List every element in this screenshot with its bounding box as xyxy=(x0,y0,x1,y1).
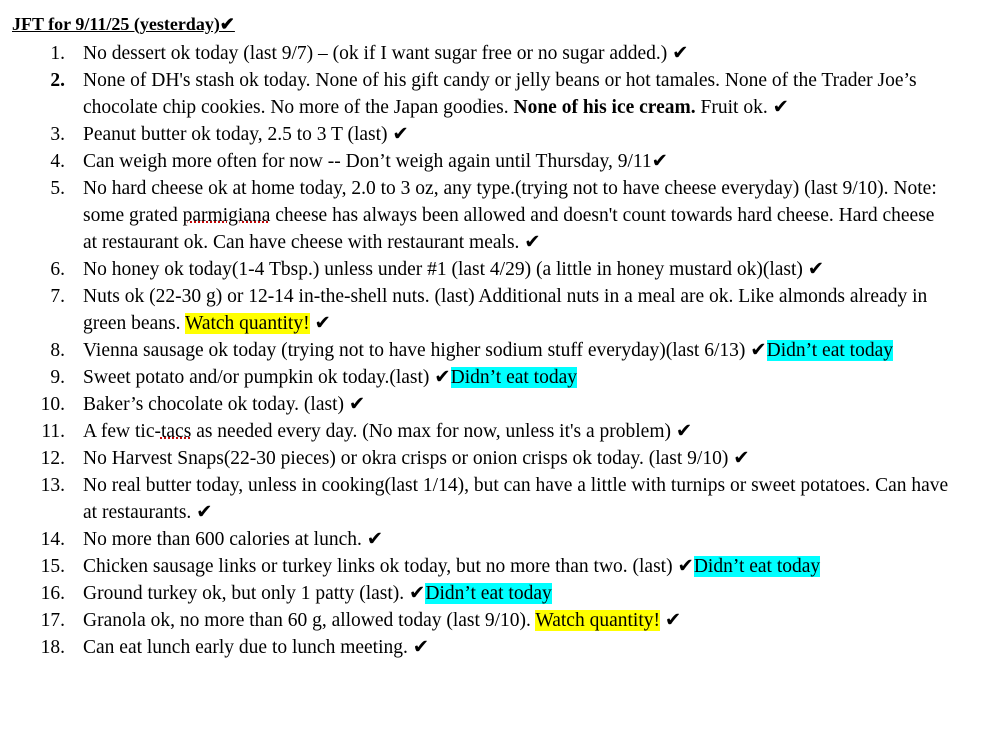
list-item-4 xyxy=(0,148,987,175)
item-number: 3. xyxy=(50,124,65,145)
list-item-14 xyxy=(0,526,987,553)
item-number: 1. xyxy=(50,43,65,64)
item-text: None of DH's stash ok today. None of his gift candy or jelly beans or hot tamales. None of the Trader Joe’s chocolate chip cookies. No more of the Japan goodies. xyxy=(83,70,917,118)
item-number: 4. xyxy=(50,151,65,172)
list-item-3 xyxy=(0,121,987,148)
yellow-highlight: Watch quantity! xyxy=(535,610,660,631)
item-text-end: Fruit ok. ✔ xyxy=(695,97,789,118)
item-text: Baker’s chocolate ok today. (last) ✔ xyxy=(83,394,366,415)
yellow-highlight: Watch quantity! xyxy=(184,313,310,334)
item-text-end: cheese has always been allowed and doesn't count towards hard cheese. Hard cheese at restaurant ok. Can have cheese with restaurant meals. ✔ xyxy=(83,205,935,253)
item-text-end: as needed every day. (No max for now, unless it's a problem) ✔ xyxy=(191,421,693,442)
item-text: Chicken sausage links or turkey links ok today, but no more than two. (last) ✔ xyxy=(83,556,694,577)
item-text-end: ✔ xyxy=(660,610,682,631)
item-text: No Harvest Snaps(22-30 pieces) or okra crisps or onion crisps ok today. (last 9/10) ✔ xyxy=(83,448,750,469)
item-text: Granola ok, no more than 60 g, allowed today (last 9/10). xyxy=(83,610,536,631)
item-text: Peanut butter ok today, 2.5 to 3 T (last) ✔ xyxy=(83,124,409,145)
list-item-10 xyxy=(0,391,987,418)
list-item-17 xyxy=(0,607,987,634)
list-item-18 xyxy=(0,634,987,661)
list-item-8 xyxy=(0,337,987,364)
cyan-highlight: Didn’t eat today xyxy=(450,367,578,388)
item-text: No dessert ok today (last 9/7) – (ok if I want sugar free or no sugar added.) ✔ xyxy=(83,43,689,64)
item-number: 14. xyxy=(40,529,65,550)
list-item-12 xyxy=(0,445,987,472)
item-number: 13. xyxy=(40,475,65,496)
list-item-16 xyxy=(0,580,987,607)
item-number: 16. xyxy=(40,583,65,604)
spellcheck-word: tacs xyxy=(160,421,192,442)
item-number: 18. xyxy=(40,637,65,658)
item-text: Vienna sausage ok today (trying not to have higher sodium stuff everyday)(last 6/13) ✔ xyxy=(83,340,767,361)
item-bold-text: None of his ice cream. xyxy=(513,97,696,118)
item-number: 8. xyxy=(50,340,65,361)
item-text: No more than 600 calories at lunch. ✔ xyxy=(83,529,384,550)
list-item-6 xyxy=(0,256,987,283)
item-text: No honey ok today(1-4 Tbsp.) unless under #1 (last 4/29) (a little in honey mustard ok)(last) ✔ xyxy=(83,259,825,280)
item-number: 11. xyxy=(41,421,65,442)
item-number: 12. xyxy=(40,448,65,469)
item-text: Sweet potato and/or pumpkin ok today.(last) ✔ xyxy=(83,367,451,388)
list-item-9 xyxy=(0,364,987,391)
cyan-highlight: Didn’t eat today xyxy=(425,583,552,604)
item-number: 5. xyxy=(50,178,65,199)
item-number: 15. xyxy=(40,556,65,577)
list-item-1 xyxy=(0,40,987,67)
item-text: No real butter today, unless in cooking(last 1/14), but can have a little with turnips or sweet potatoes. Can have at restaurants. ✔ xyxy=(83,475,949,523)
cyan-highlight: Didn’t eat today xyxy=(693,556,821,577)
list-item-5 xyxy=(0,175,987,256)
item-text: No hard cheese ok at home today, 2.0 to 3 oz, any type.(trying not to have cheese everyday) (last 9/10). Note: some grated xyxy=(83,178,937,226)
item-number: 9. xyxy=(50,367,65,388)
item-number: 2. xyxy=(50,70,65,91)
list-item-7 xyxy=(0,283,987,337)
spellcheck-word: parmigiana xyxy=(182,205,271,226)
item-text: Ground turkey ok, but only 1 patty (last). ✔ xyxy=(83,583,426,604)
item-text: Can weigh more often for now -- Don’t weigh again until Thursday, 9/11✔ xyxy=(83,151,668,172)
list-item-2 xyxy=(0,67,987,121)
item-number: 10. xyxy=(40,394,65,415)
document-title: JFT for 9/11/25 (yesterday)✔ xyxy=(12,14,235,34)
item-number: 6. xyxy=(50,259,65,280)
item-text: Nuts ok (22-30 g) or 12-14 in-the-shell nuts. (last) Additional nuts in a meal are ok. Like almonds already in green beans. xyxy=(83,286,928,334)
numbered-list xyxy=(0,40,987,661)
item-number: 17. xyxy=(40,610,65,631)
item-text: A few tic- xyxy=(83,421,161,442)
list-item-11 xyxy=(0,418,987,445)
item-text: Can eat lunch early due to lunch meeting. ✔ xyxy=(83,637,430,658)
cyan-highlight: Didn’t eat today xyxy=(766,340,893,361)
list-item-15 xyxy=(0,553,987,580)
item-text-end: ✔ xyxy=(309,313,331,334)
item-number: 7. xyxy=(50,286,65,307)
list-item-13 xyxy=(0,472,987,526)
